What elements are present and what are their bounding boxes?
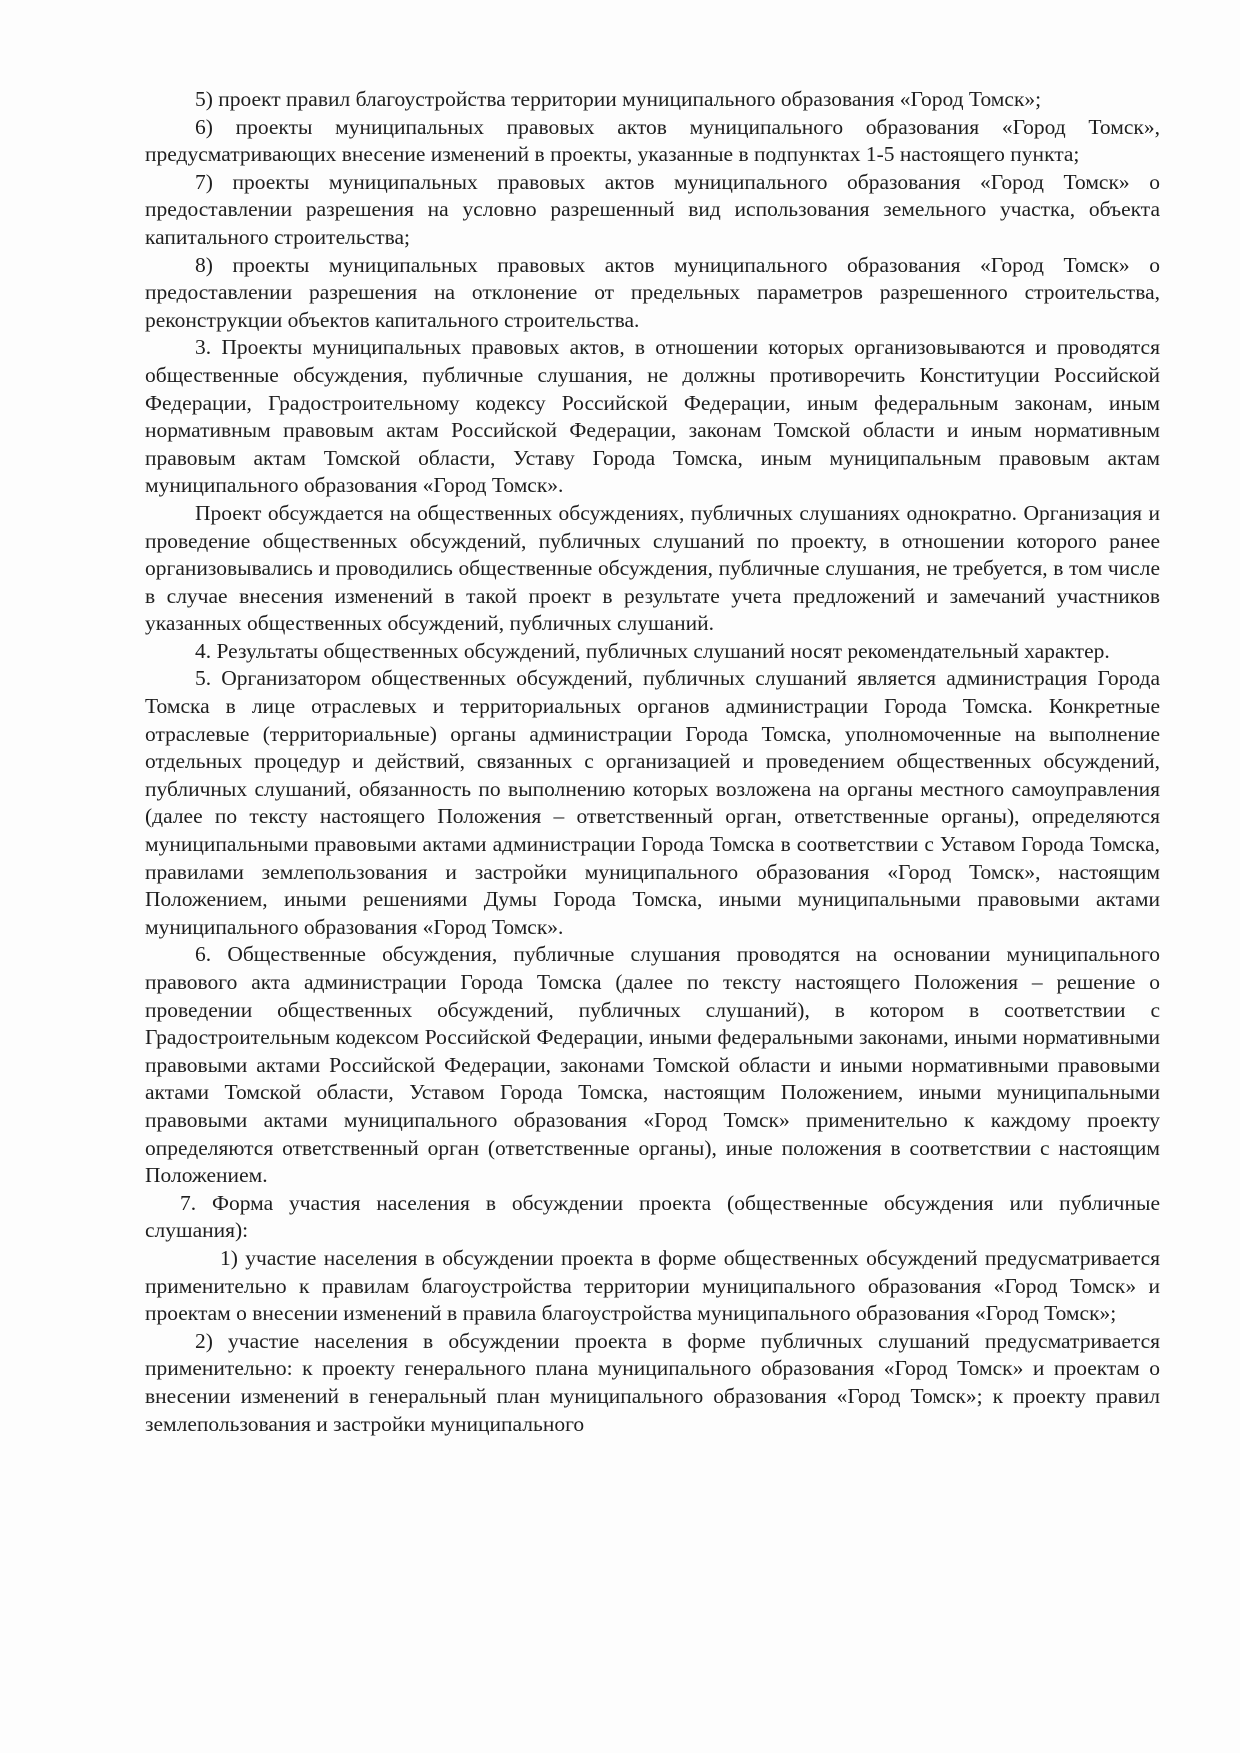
list-item-6: 6) проекты муниципальных правовых актов муниципального образования «Город Томск», предусматривающих внесение изменений в проекты, указанные в подпунктах 1-5 настоящего пункта; bbox=[145, 114, 1160, 167]
section-5-paragraph: 5. Организатором общественных обсуждений, публичных слушаний является администрация Города Томска в лице отраслевых и территориальных органов администрации Города Томска. Конкретные отраслевые (территориальные) органы администрации Города Томска, уполномоченные на выполнение отдельных процедур и действий, связанных с организацией и проведением общественных обсуждений, публичных слушаний, обязанность по выполнению которых возложена на органы местного самоуправления (далее по тексту настоящего Положения – ответственный орган, ответственные органы), определяются муниципальными правовыми актами администрации Города Томска в соответствии с Уставом Города Томска, правилами землепользования и застройки муниципального образования «Город Томск», настоящим Положением, иными решениями Думы Города Томска, иными муниципальными правовыми актами муниципального образования «Город Томск». bbox=[145, 666, 1160, 939]
section-3-continuation: Проект обсуждается на общественных обсуждениях, публичных слушаниях однократно. Организация и проведение общественных обсуждений, публичных слушаний по проекту, в отношении которого ранее организовывались и проводились общественные обсуждения, публичные слушания, не требуется, в том числе в случае внесения изменений в такой проект в результате учета предложений и замечаний участников указанных общественных обсуждений, публичных слушаний. bbox=[145, 500, 1160, 636]
list-item-8: 8) проекты муниципальных правовых актов муниципального образования «Город Томск» о предоставлении разрешения на отклонение от предельных параметров разрешенного строительства, реконструкции объектов капитального строительства. bbox=[145, 252, 1160, 332]
section-4-paragraph: 4. Результаты общественных обсуждений, публичных слушаний носят рекомендательный характер. bbox=[195, 638, 1110, 663]
list-item-7: 7) проекты муниципальных правовых актов муниципального образования «Город Томск» о предоставлении разрешения на условно разрешенный вид использования земельного участка, объекта капитального строительства; bbox=[145, 169, 1160, 249]
section-7-item-1: 1) участие населения в обсуждении проекта в форме общественных обсуждений предусматривается применительно к правилам благоустройства территории муниципального образования «Город Томск» и проектам о внесении изменений в правила благоустройства муниципального образования «Город Томск»; bbox=[145, 1245, 1160, 1326]
section-7-item-2: 2) участие населения в обсуждении проекта в форме публичных слушаний предусматривается применительно: к проекту генерального плана муниципального образования «Город Томск» и проектам о внесении изменений в генеральный план муниципального образования «Город Томск»; к проекту правил землепользования и застройки муниципального bbox=[145, 1328, 1160, 1436]
section-6-paragraph: 6. Общественные обсуждения, публичные слушания проводятся на основании муниципального правового акта администрации Города Томска (далее по тексту настоящего Положения – решение о проведении общественных обсуждений, публичных слушаний), в котором в соответствии с Градостроительным кодексом Российской Федерации, иными федеральными законами, иными нормативными правовыми актами Российской Федерации, законами Томской области и иными нормативными правовыми актами Томской области, Уставом Города Томска, настоящим Положением, иными муниципальными правовыми актами муниципального образования «Город Томск» применительно к каждому проекту определяются ответственный орган (ответственные органы), иные положения в соответствии с настоящим Положением. bbox=[145, 942, 1160, 1188]
section-7-paragraph: 7. Форма участия населения в обсуждении проекта (общественные обсуждения или публичные слушания): bbox=[145, 1190, 1160, 1243]
document-body bbox=[145, 86, 1160, 1438]
list-item-5: 5) проект правил благоустройства территории муниципального образования «Город Томск»; bbox=[195, 87, 1042, 111]
section-3-paragraph: 3. Проекты муниципальных правовых актов, в отношении которых организовываются и проводятся общественные обсуждения, публичные слушания, не должны противоречить Конституции Российской Федерации, Градостроительному кодексу Российской Федерации, иным федеральным законам, иным нормативным правовым актам Российской Федерации, законам Томской области и иным нормативным правовым актам Томской области, Уставу Города Томска, иным муниципальным правовым актам муниципального образования «Город Томск». bbox=[145, 335, 1160, 498]
